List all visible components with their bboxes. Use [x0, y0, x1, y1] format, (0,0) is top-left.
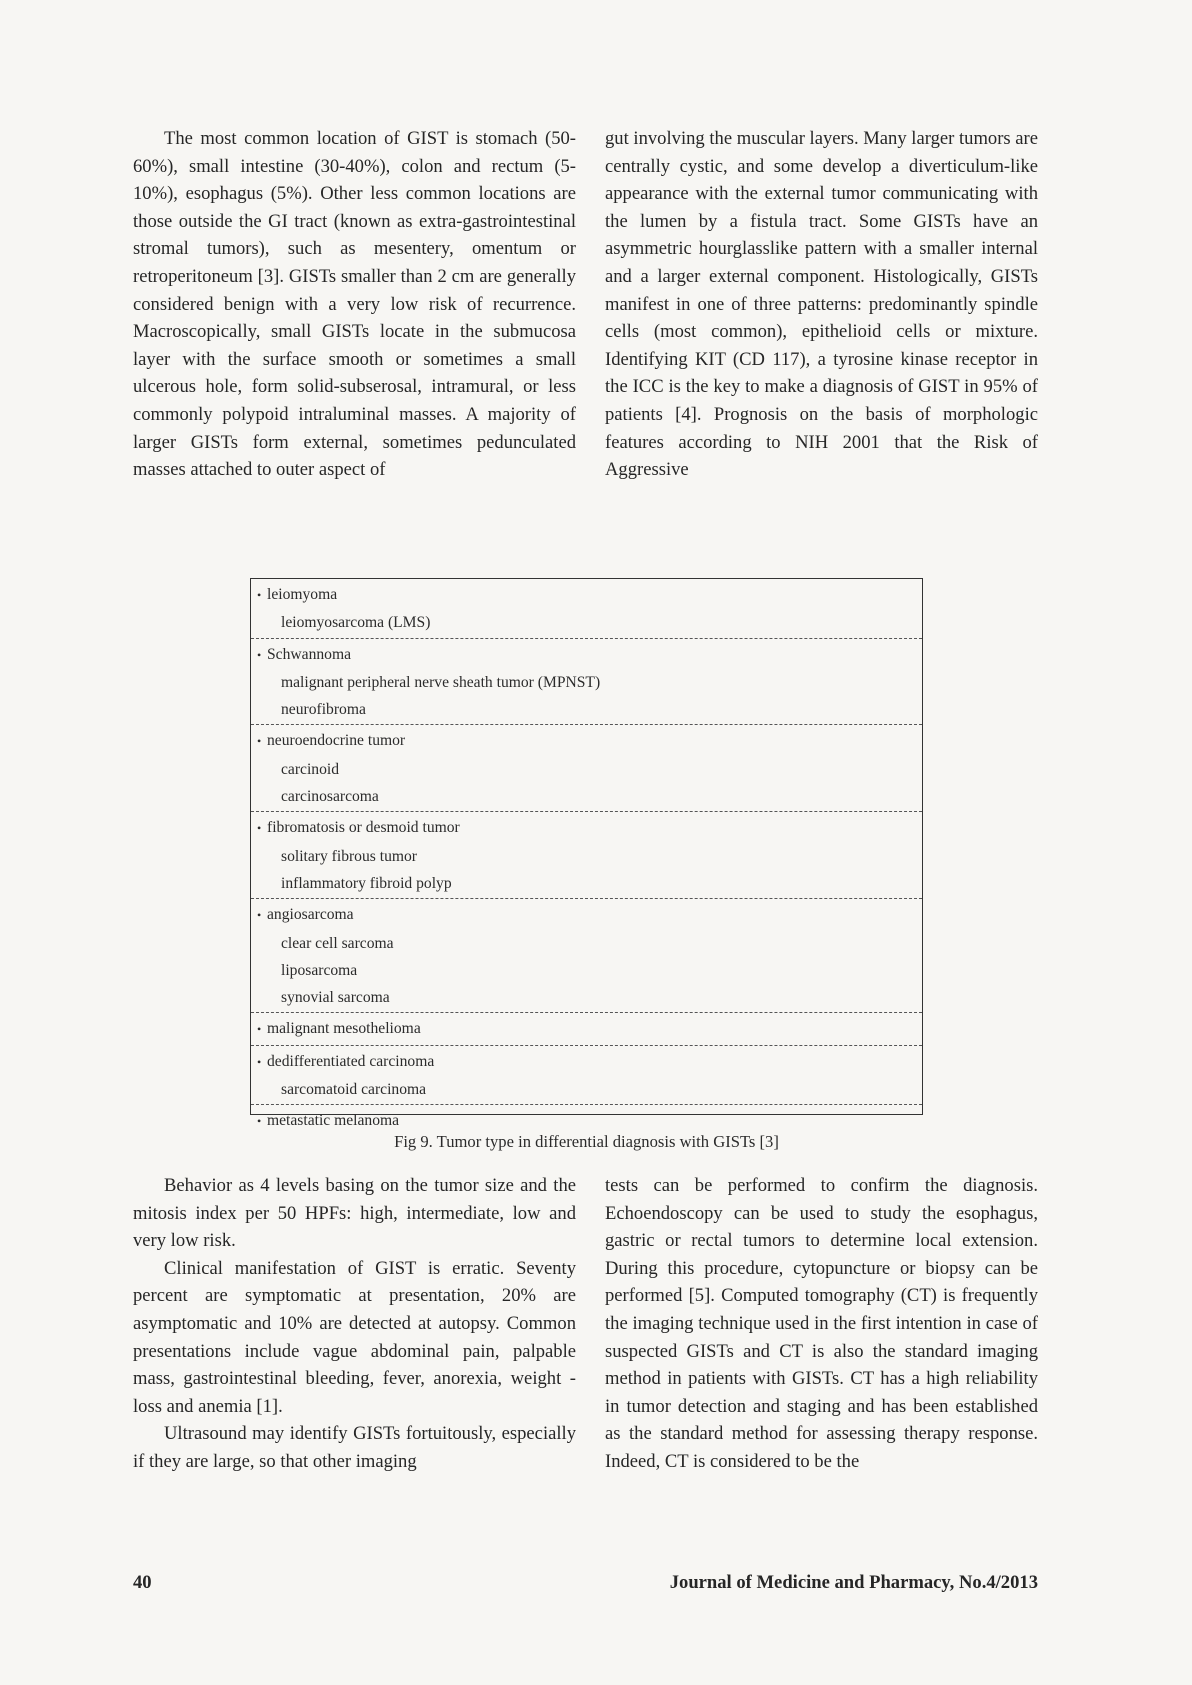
figure-group [251, 725, 922, 812]
figure-item-text: solitary fibrous tumor [281, 847, 417, 865]
figure-item-text: malignant peripheral nerve sheath tumor (MPNST) [281, 673, 601, 691]
figure-group [251, 639, 922, 726]
figure-item-text: neurofibroma [281, 701, 366, 719]
figure-item [257, 756, 922, 783]
figure-item-text: metastatic melanoma [267, 1112, 400, 1130]
figure-item [257, 1076, 922, 1103]
figure-item [257, 930, 922, 957]
figure-group [251, 812, 922, 899]
figure-group-head [257, 901, 922, 929]
bullet-icon: • [257, 734, 262, 749]
figure-caption: Fig 9. Tumor type in differential diagnosis with GISTs [3] [394, 1132, 779, 1151]
top-left-column [133, 125, 576, 484]
figure-item-text: leiomyoma [267, 586, 338, 603]
bullet-icon: • [257, 1114, 262, 1129]
figure-item-text: fibromatosis or desmoid tumor [267, 819, 460, 837]
paragraph-gist-morphology: gut involving the muscular layers. Many larger tumors are centrally cystic, and some develop a diverticulum-like appearance with the external tumor communicating with the lumen by a fistula tract. Some GISTs have an asymmetric hourglasslike pattern with a smaller internal and a larger external component. Histologically, GISTs manifest in one of three patterns: predominantly spindle cells (most common), epithelioid cells or mixture. Identifying KIT (CD 117), a tyrosine kinase receptor in the ICC is the key to make a diagnosis of GIST in 95% of patients [4]. Prognosis on the basis of morphologic features according to NIH 2001 that the Risk of Aggressive [605, 128, 1038, 481]
figure-item-text: synovial sarcoma [281, 989, 390, 1007]
figure-item [257, 696, 922, 723]
differential-diagnosis-figure [250, 578, 923, 1130]
figure-item-text: angiosarcoma [267, 906, 354, 924]
paragraph-imaging: tests can be performed to confirm the diagnosis. Echoendoscopy can be used to study the esophagus, gastric or rectal tumors to determine local extension. During this procedure, cytopuncture or biopsy can be performed [5]. Computed tomography (CT) is frequently the imaging technique used in the first intention in case of suspected GISTs and CT is also the standard imaging method in patients with GISTs. CT has a high reliability in tumor detection and staging and has been established as the standard method for assessing therapy response. Indeed, CT is considered to be the [605, 1175, 1038, 1472]
figure-item-text: carcinoid [281, 760, 340, 778]
figure-group-head [257, 727, 922, 755]
figure-item-text: liposarcoma [281, 961, 358, 979]
figure-group [251, 579, 922, 639]
paragraph: Clinical manifestation of GIST is erratic. Seventy percent are symptomatic at presentation, 20% are asymptomatic and 10% are detected at autopsy. Common presentations include vague abdominal pain, palpable mass, gastrointestinal bleeding, fever, anorexia, weight -loss and anemia [1]. [133, 1257, 576, 1417]
bullet-icon: • [257, 908, 262, 923]
figure-item-text: carcinosarcoma [281, 788, 379, 806]
figure-item-text: dedifferentiated carcinoma [267, 1052, 435, 1070]
figure-item-text: inflammatory fibroid polyp [281, 874, 452, 892]
figure-group-head [257, 1015, 922, 1043]
bullet-icon: • [257, 821, 262, 836]
top-right-column [605, 125, 1038, 484]
bullet-icon: • [257, 647, 262, 662]
paragraph-gist-location: The most common location of GIST is stomach (50- 60%), small intestine (30-40%), colon and rectum (5-10%), esophagus (5%). Other less common locations are those outside the GI tract (known as extra-gastrointestinal stromal tumors), such as mesentery, omentum or retroperitoneum [3]. GISTs smaller than 2 cm are generally considered benign with a very low risk of recurrence. Macroscopically, small GISTs locate in the submucosa layer with the surface smooth or sometimes a small ulcerous hole, form solid-subserosal, intramural, or less commonly polypoid intraluminal masses. A majority of larger GISTs form external, sometimes pedunculated masses attached to outer aspect of [133, 128, 576, 481]
journal-footer: Journal of Medicine and Pharmacy, No.4/2013 [669, 1572, 1038, 1593]
bottom-left-column [133, 1172, 576, 1476]
figure-item-text: malignant mesothelioma [267, 1020, 421, 1038]
figure-item [257, 984, 922, 1011]
figure-item [257, 609, 922, 636]
figure-item [257, 669, 922, 696]
figure-item-text: leiomyosarcoma (LMS) [281, 614, 431, 632]
figure-group-head [257, 581, 922, 609]
bullet-icon: • [257, 1022, 262, 1037]
bullet-icon: • [257, 1054, 262, 1069]
figure-item-text: sarcomatoid carcinoma [281, 1081, 427, 1099]
figure-item [257, 783, 922, 810]
bullet-icon: • [257, 588, 262, 602]
page-number: 40 [133, 1572, 152, 1593]
paragraph: Ultrasound may identify GISTs fortuitously, especially if they are large, so that other imaging [133, 1423, 576, 1472]
figure-item [257, 870, 922, 897]
paragraph: Behavior as 4 levels basing on the tumor size and the mitosis index per 50 HPFs: high, intermediate, low and very low risk. [133, 1175, 576, 1252]
figure-group-head [257, 814, 922, 842]
figure-group [251, 899, 922, 1013]
figure-group-head [257, 1048, 922, 1076]
bottom-right-column [605, 1172, 1038, 1476]
figure-group [251, 1013, 922, 1045]
figure-item-text: neuroendocrine tumor [267, 732, 406, 750]
figure-item-text: Schwannoma [267, 645, 352, 663]
figure-item [257, 957, 922, 984]
figure-item [257, 843, 922, 870]
figure-group [251, 1046, 922, 1106]
figure-item-text: clear cell sarcoma [281, 934, 394, 952]
figure-group-head [257, 641, 922, 669]
